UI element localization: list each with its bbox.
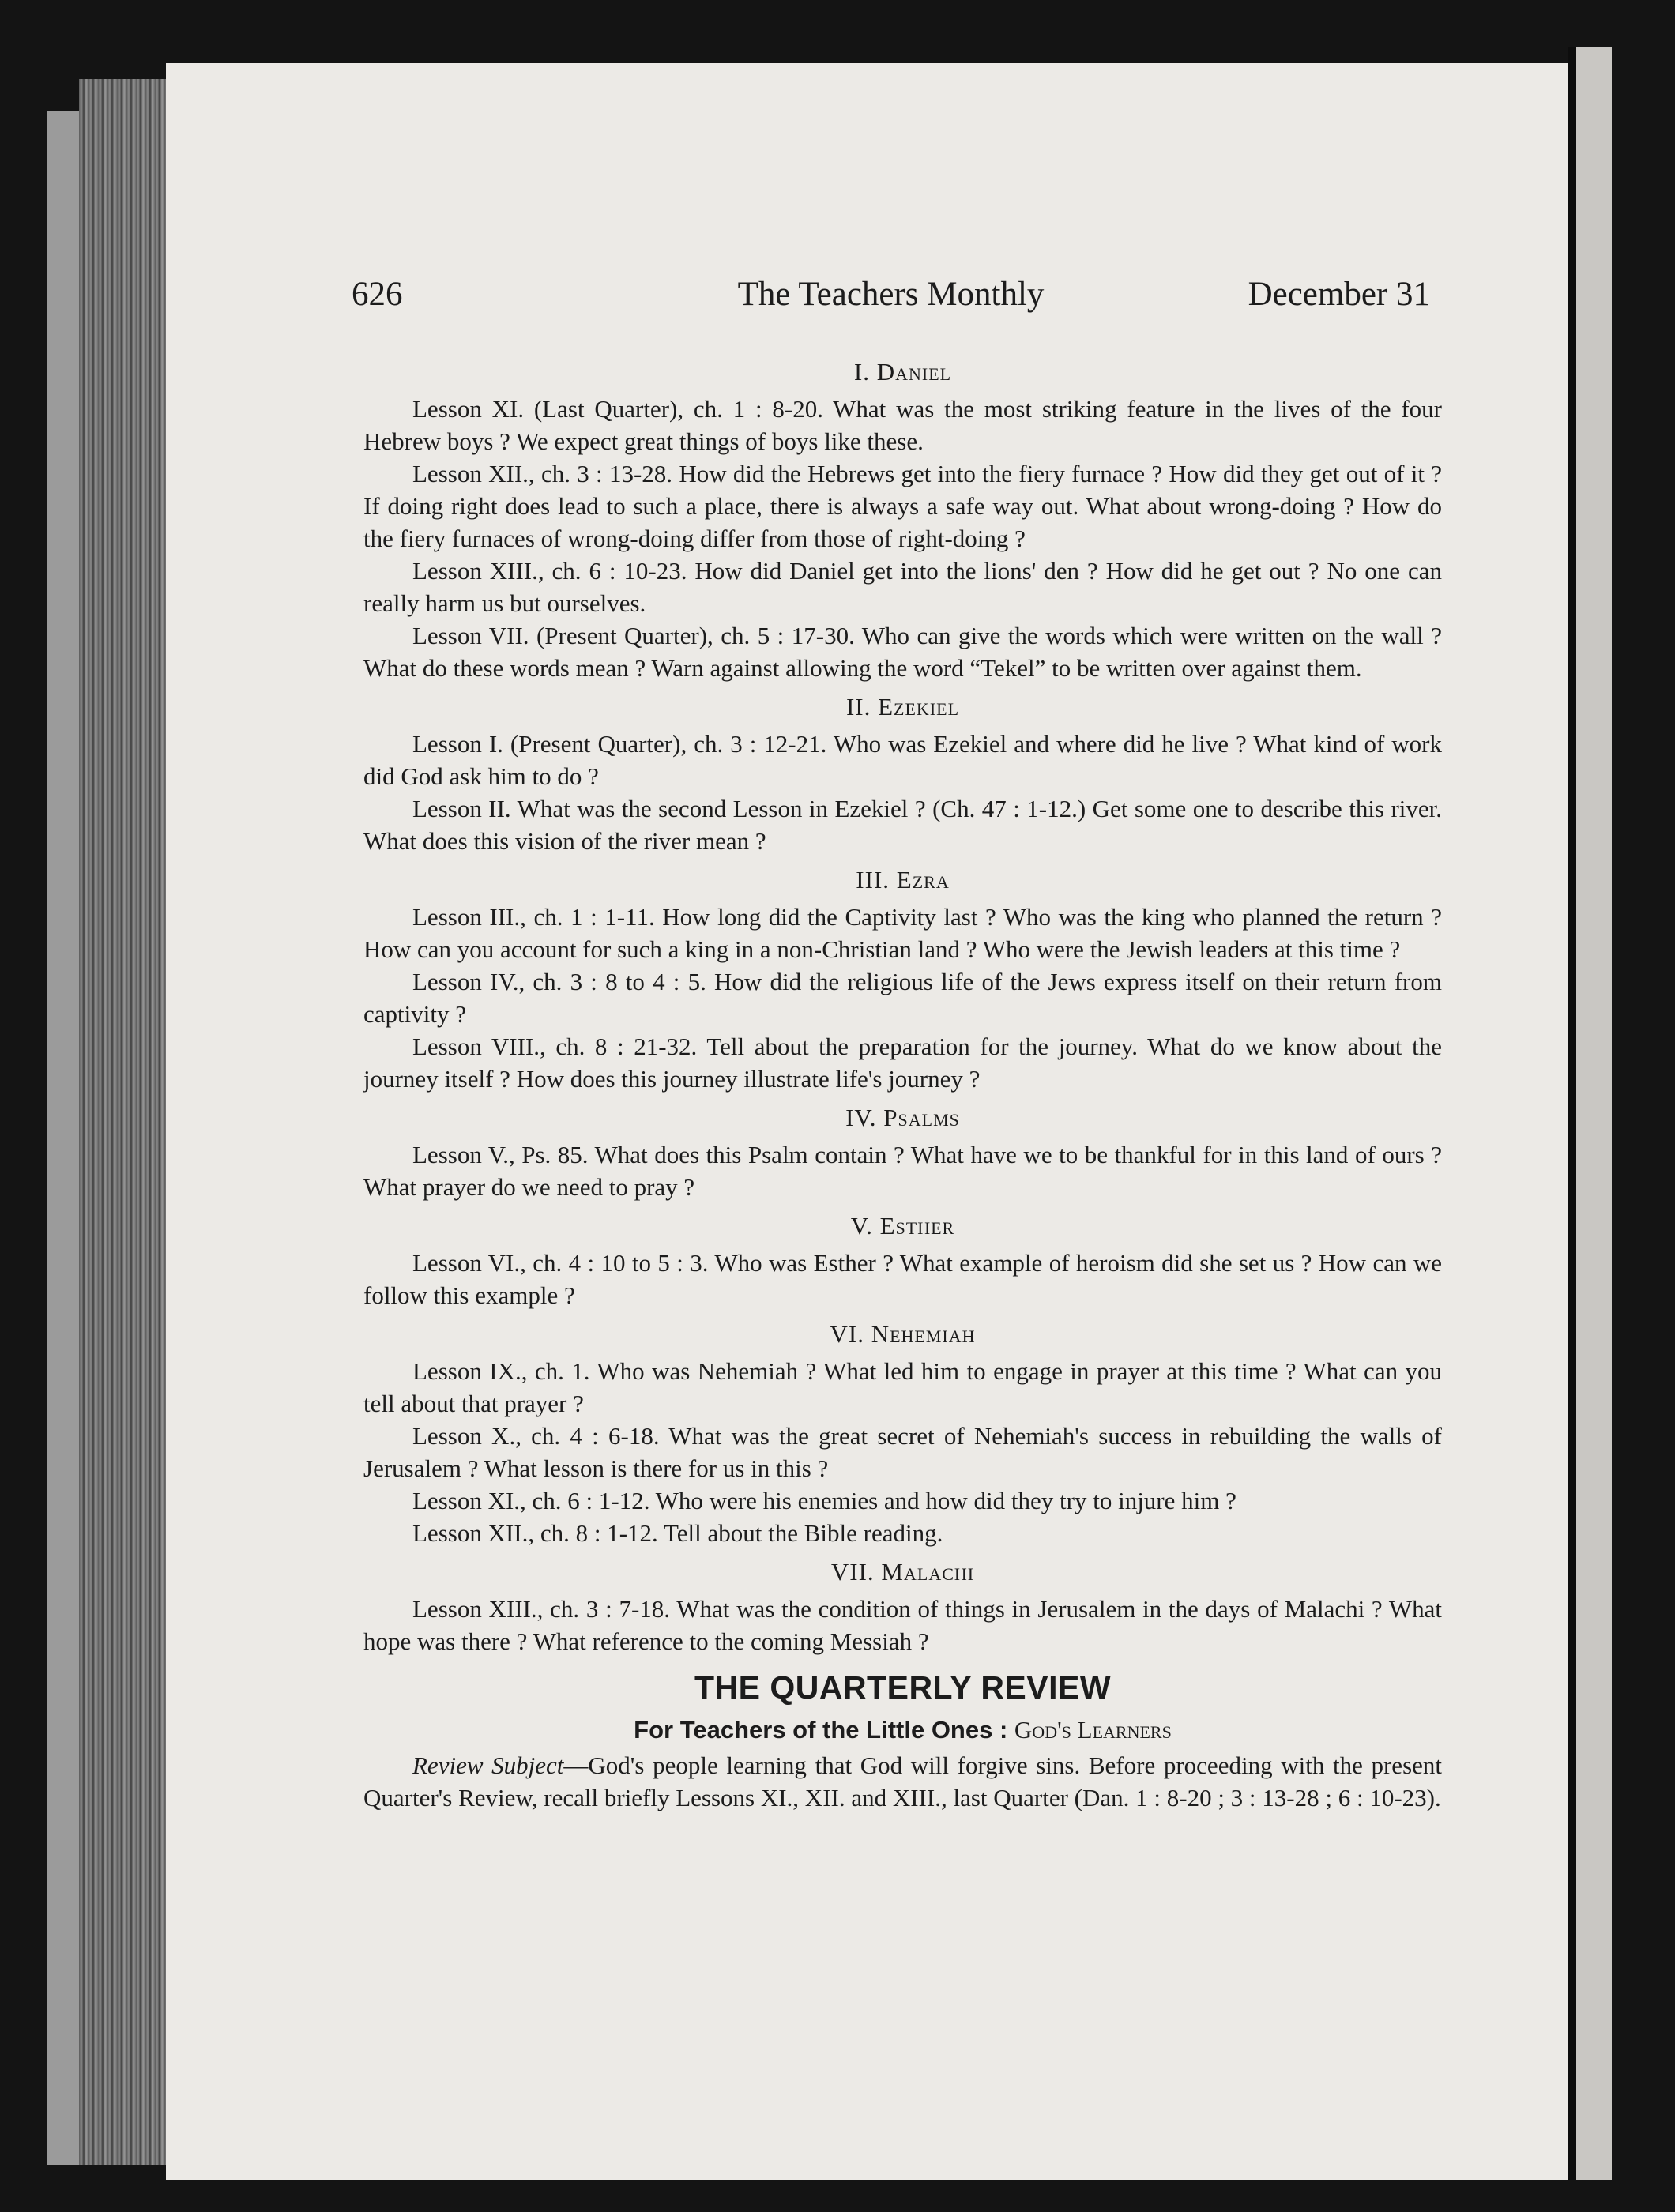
gutter [1568, 47, 1576, 2180]
section-malachi [363, 1556, 1442, 1657]
review-title: THE QUARTERLY REVIEW [694, 1669, 1112, 1706]
lesson-paragraph: Lesson XI. (Last Quarter), ch. 1 : 8-20. What was the most striking feature in the lives of the four Hebrew boys ? We expect great things of boys like these. [363, 395, 1442, 455]
section-ezra [363, 863, 1442, 1095]
review-subtitle [363, 1714, 1442, 1746]
binding-edge [47, 111, 79, 2165]
review-subtitle-topic: God's Learners [1014, 1716, 1172, 1744]
section-esther [363, 1209, 1442, 1311]
lesson-paragraph: Lesson IX., ch. 1. Who was Nehemiah ? What led him to engage in prayer at this time ? What can you tell about that prayer ? [363, 1357, 1442, 1417]
lesson-paragraph: Lesson XI., ch. 6 : 1-12. Who were his enemies and how did they try to injure him ? [412, 1487, 1236, 1514]
running-header [352, 275, 1430, 330]
review-subject-label: Review Subject [412, 1751, 564, 1779]
issue-date: December 31 [1248, 276, 1430, 313]
section-heading: VII. Malachi [830, 1558, 975, 1586]
lesson-paragraph: Lesson II. What was the second Lesson in Ezekiel ? (Ch. 47 : 1-12.) Get some one to describe this river. What does this vision of the river mean ? [363, 795, 1442, 855]
lesson-paragraph: Lesson XII., ch. 8 : 1-12. Tell about the Bible reading. [412, 1519, 943, 1547]
lesson-paragraph: Lesson XIII., ch. 6 : 10-23. How did Daniel get into the lions' den ? How did he get out ? No one can really harm us but ourselves. [363, 557, 1442, 617]
lesson-paragraph: Lesson X., ch. 4 : 6-18. What was the great secret of Nehemiah's success in rebuilding the walls of Jerusalem ? What lesson is there for us in this ? [363, 1422, 1442, 1482]
section-heading: V. Esther [850, 1212, 955, 1240]
lesson-paragraph: Lesson VIII., ch. 8 : 21-32. Tell about the preparation for the journey. What do we know about the journey itself ? How does this journey illustrate life's journey ? [363, 1033, 1442, 1093]
section-psalms [363, 1101, 1442, 1203]
lesson-paragraph: Lesson I. (Present Quarter), ch. 3 : 12-21. Who was Ezekiel and where did he live ? What kind of work did God ask him to do ? [363, 730, 1442, 790]
section-heading: III. Ezra [856, 866, 950, 893]
facing-page-edge [1576, 47, 1612, 2180]
lesson-paragraph: Lesson XII., ch. 3 : 13-28. How did the Hebrews get into the fiery furnace ? How did they get out of it ? If doing right does lead to such a place, there is always a safe way out. What about wrong-doing ? How do the fiery furnaces of wrong-doing differ from those of right-doing ? [363, 460, 1442, 552]
lesson-paragraph: Lesson VI., ch. 4 : 10 to 5 : 3. Who was Esther ? What example of heroism did she set us ? How can we follow this example ? [363, 1249, 1442, 1309]
section-heading: II. Ezekiel [845, 693, 960, 720]
quarterly-review [363, 1669, 1443, 1814]
page-number: 626 [352, 276, 403, 313]
journal-title: The Teachers Monthly [737, 276, 1045, 313]
section-nehemiah [363, 1318, 1442, 1549]
page-body [363, 356, 1442, 1814]
review-subtitle-lead: For Teachers of the Little Ones : [634, 1716, 1008, 1744]
review-subject-text: —God's people learning that God will forgive sins. Before proceeding with the present Quarter's Review, recall briefly Lessons XI., XII. and XIII., last Quarter (Dan. 1 : 8-20 ; 3 : 13-28 ; 6 : 10-23). [363, 1751, 1443, 1811]
lesson-paragraph: Lesson VII. (Present Quarter), ch. 5 : 17-30. Who can give the words which were written on the wall ? What do these words mean ? Warn against allowing the word “Tekel” to be written over against them. [363, 622, 1442, 682]
review-paragraph [363, 1749, 1442, 1814]
section-daniel [363, 356, 1442, 684]
section-heading: VI. Nehemiah [830, 1320, 976, 1348]
section-ezekiel [363, 690, 1442, 857]
section-heading: I. Daniel [853, 358, 952, 386]
lesson-paragraph: Lesson XIII., ch. 3 : 7-18. What was the condition of things in Jerusalem in the days of Malachi ? What hope was there ? What reference to the coming Messiah ? [363, 1595, 1442, 1655]
lesson-paragraph: Lesson IV., ch. 3 : 8 to 4 : 5. How did the religious life of the Jews express itself on their return from captivity ? [363, 968, 1442, 1028]
page-edges [79, 79, 170, 2165]
section-heading: IV. Psalms [845, 1104, 960, 1131]
lesson-paragraph: Lesson III., ch. 1 : 1-11. How long did the Captivity last ? Who was the king who planned the return ? How can you account for such a king in a non-Christian land ? Who were the Jewish leaders at this time ? [363, 903, 1442, 963]
lesson-paragraph: Lesson V., Ps. 85. What does this Psalm contain ? What have we to be thankful for in this land of ours ? What prayer do we need to pray ? [363, 1141, 1442, 1201]
